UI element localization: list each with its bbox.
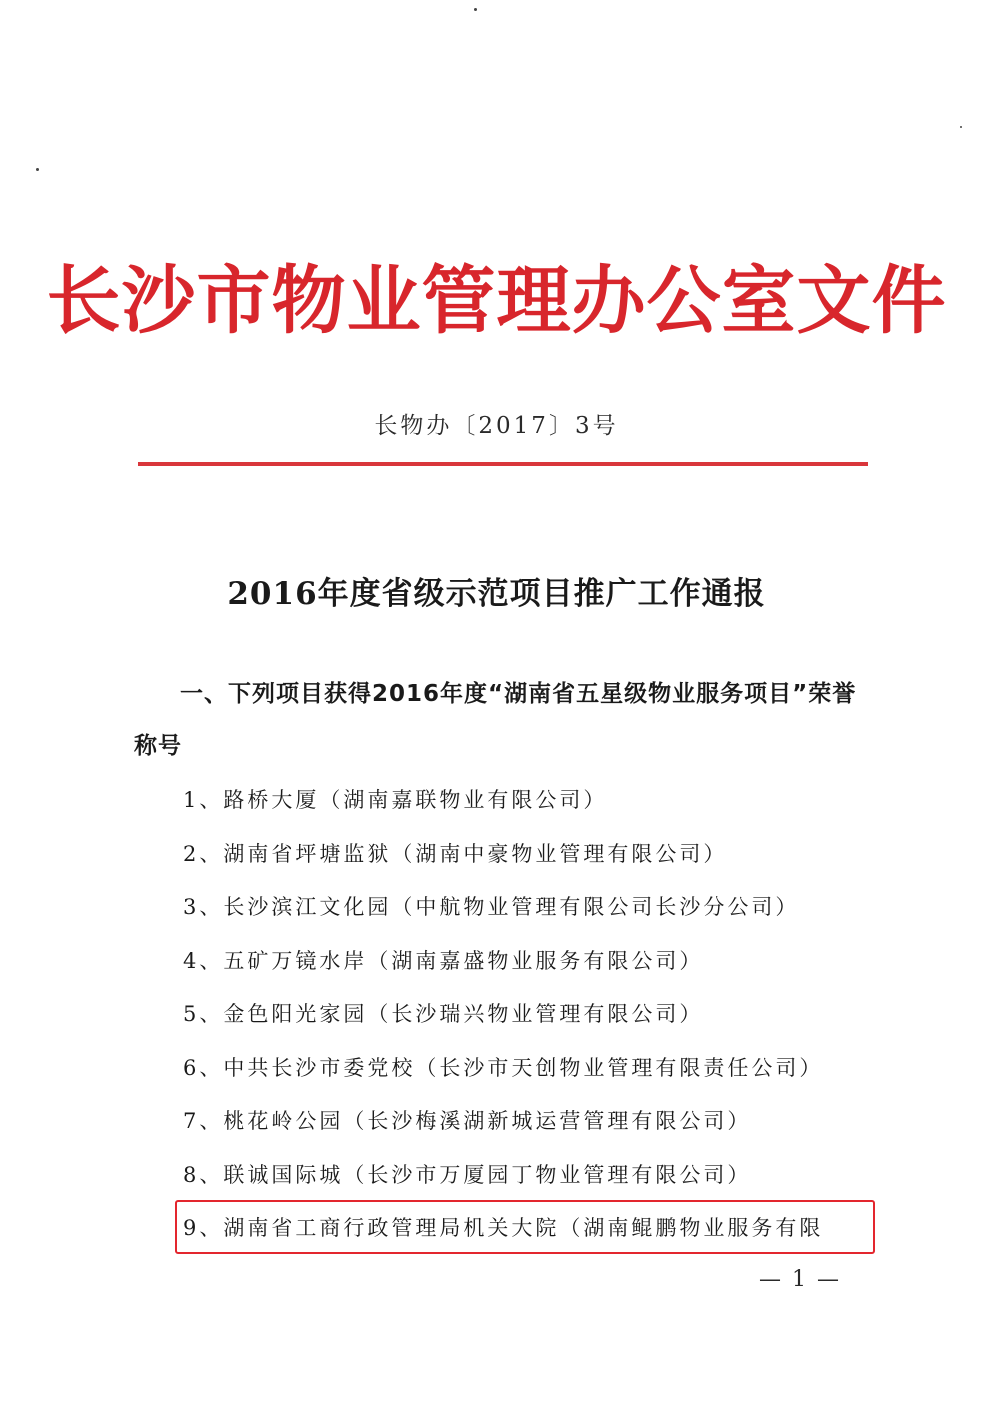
scan-speck <box>960 126 962 128</box>
list-item: 1、路桥大厦（湖南嘉联物业有限公司） <box>183 788 608 812</box>
document-number: 长物办〔2017〕3号 <box>374 413 619 439</box>
scan-speck <box>474 8 477 11</box>
list-item: 8、联诚国际城（长沙市万厦园丁物业管理有限公司） <box>183 1163 752 1187</box>
issuer-title: 长沙市物业管理办公室文件 <box>46 258 947 344</box>
list-item: 7、桃花岭公园（长沙梅溪湖新城运营管理有限公司） <box>183 1109 752 1133</box>
list-item: 3、长沙滨江文化园（中航物业管理有限公司长沙分公司） <box>183 895 800 919</box>
list-item: 2、湖南省坪塘监狱（湖南中豪物业管理有限公司） <box>183 842 728 866</box>
document-title: 2016年度省级示范项目推广工作通报 <box>227 576 766 612</box>
list-item-highlighted: 9、湖南省工商行政管理局机关大院（湖南鲲鹏物业服务有限 <box>183 1216 824 1240</box>
page-number: — 1 — <box>759 1267 841 1292</box>
red-divider-rule <box>138 462 868 466</box>
highlight-box <box>175 1200 875 1254</box>
list-item: 6、中共长沙市委党校（长沙市天创物业管理有限责任公司） <box>183 1056 824 1080</box>
scan-speck <box>36 168 39 171</box>
list-item: 4、五矿万镜水岸（湖南嘉盛物业服务有限公司） <box>183 949 704 973</box>
list-item: 5、金色阳光家园（长沙瑞兴物业管理有限公司） <box>183 1002 704 1026</box>
section-heading: 一、下列项目获得2016年度“湖南省五星级物业服务项目”荣誉称号 <box>134 681 857 759</box>
